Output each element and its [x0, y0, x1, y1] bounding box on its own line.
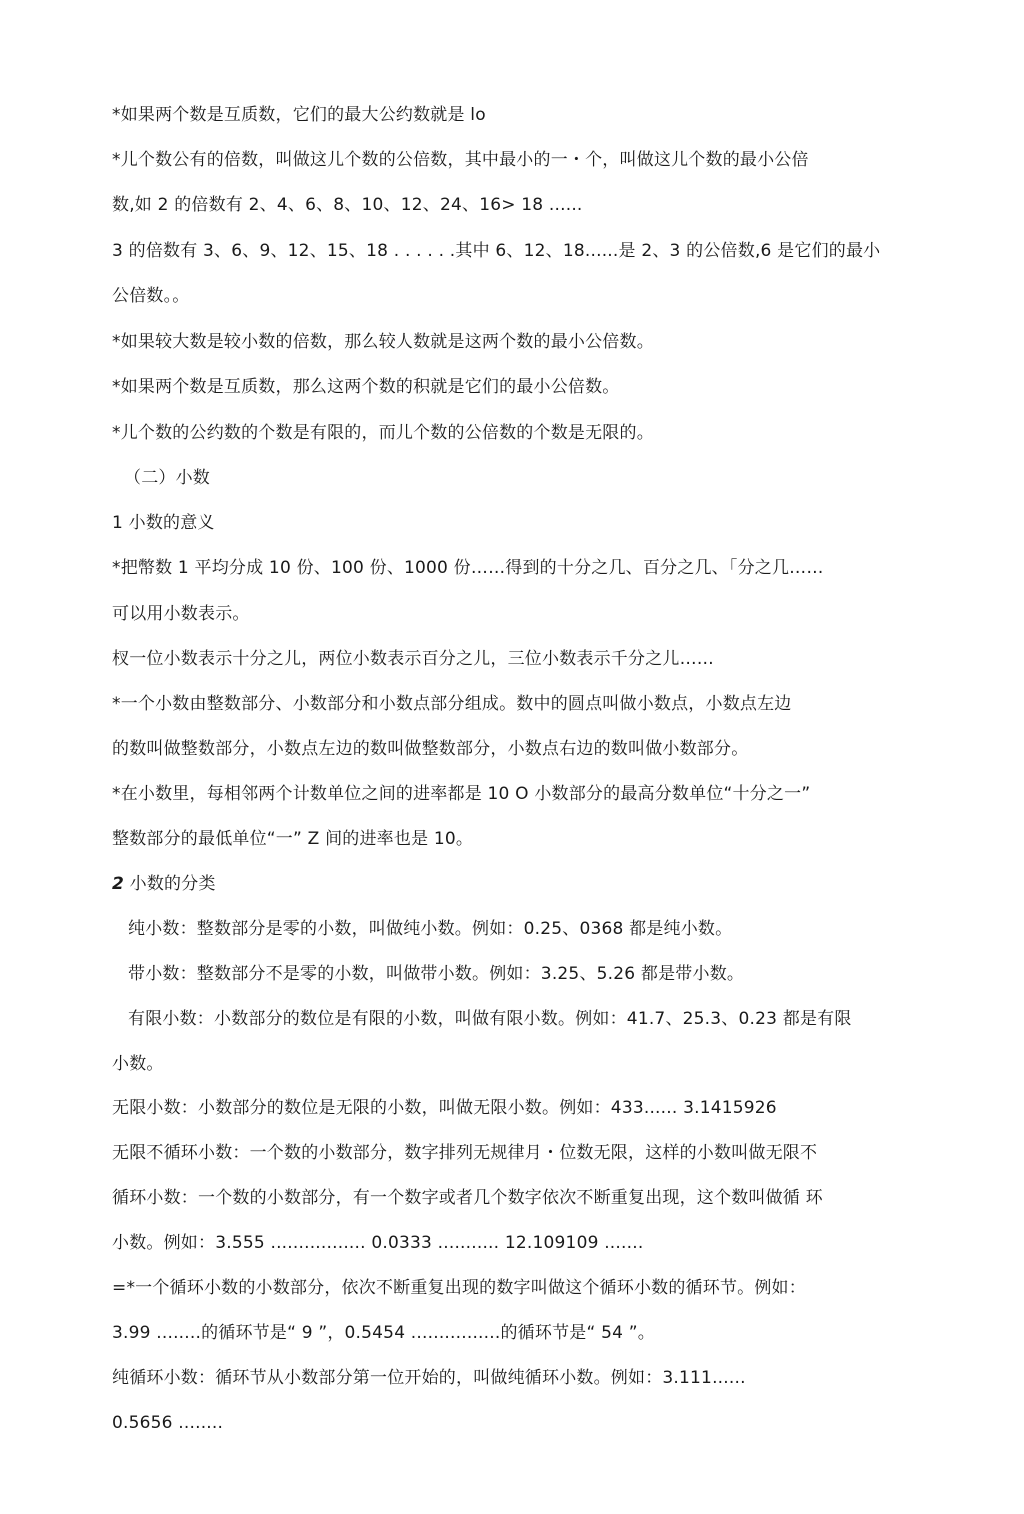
text-line-finite-decimal: 有限小数：小数部分的数位是有限的小数，叫做有限小数。例如：41.7、25.3、0.23 都是有限 [128, 1009, 852, 1029]
section-heading-decimals: （二）小数 [124, 468, 210, 488]
text-line-divide-one: *把幣数 1 平均分成 10 份、100 份、1000 份……得到的十分之几、百分之几、「分之几…… [112, 558, 824, 578]
text-line-finite-decimal-end: 小数。 [112, 1054, 164, 1074]
subheading-decimal-classification [112, 873, 216, 895]
text-line-finite-infinite: *儿个数的公约数的个数是有限的，而儿个数的公倍数的个数是无限的。 [112, 423, 654, 443]
text-line-decimal-places: 杈一位小数表示十分之儿，两位小数表示百分之儿，三位小数表示千分之儿…… [112, 649, 714, 669]
text-line-lcm-end: 公倍数。。 [112, 286, 190, 306]
text-line-pure-decimal: 纯小数：整数部分是零的小数，叫做纯小数。例如：0.25、0368 都是纯小数。 [128, 919, 733, 939]
text-line-decimal-represent: 可以用小数表示。 [112, 604, 250, 624]
text-line-non-repeating: 无限不循环小数：一个数的小数部分，数字排列无规律月・位数无限，这样的小数叫做无限不 [112, 1143, 818, 1163]
text-line-coprime-gcd: *如果两个数是互质数，它们的最大公约数就是 lo [112, 105, 486, 125]
subheading-decimal-meaning: 1 小数的意义 [112, 513, 215, 533]
section-number: 2 [112, 874, 125, 894]
text-line-integer-part: 的数叫做整数部分，小数点左边的数叫做整数部分，小数点右边的数叫做小数部分。 [112, 739, 749, 759]
text-line-multiples-of-3: 3 的倍数有 3、6、9、12、15、18 . . . . . .其中 6、12、18......是 2、3 的公倍数,6 是它们的最小 [112, 241, 881, 261]
text-line-repeating: 循环小数：一个数的小数部分，有一个数字或者几个数字依次不断重复出现，这个数叫做循 环 [112, 1188, 823, 1208]
text-line-repetend-examples: 3.99 ........的循环节是“ 9 ”，0.5454 ................的循环节是“ 54 ”。 [112, 1323, 655, 1343]
text-line-infinite-decimal: 无限小数：小数部分的数位是无限的小数，叫做无限小数。例如：433...... 3.1415926 [112, 1098, 777, 1118]
text-line-repetend-def: =*一个循环小数的小数部分，依次不断重复出现的数字叫做这个循环小数的循环节。例如： [112, 1278, 806, 1298]
text-line-mixed-decimal: 带小数：整数部分不是零的小数，叫做带小数。例如：3.25、5.26 都是带小数。 [128, 964, 745, 984]
text-line-rate-cont: 整数部分的最低单位“一” Z 间的进率也是 10。 [112, 829, 474, 849]
text-line-larger-multiple-lcm: *如果较大数是较小数的倍数，那么较人数就是这两个数的最小公倍数。 [112, 332, 654, 352]
text-line-pure-repeating: 纯循环小数：循环节从小数部分第一位开始的，叫做纯循环小数。例如：3.111...... [112, 1368, 746, 1388]
subheading-text: 小数的分类 [129, 874, 216, 894]
text-line-pure-repeating-example: 0.5656 ........ [112, 1413, 224, 1433]
text-line-repeating-examples: 小数。例如：3.555 ................. 0.0333 ........... 12.109109 ....... [112, 1233, 644, 1253]
text-line-common-multiple-def: *儿个数公有的倍数，叫做这儿个数的公倍数，其中最小的一・个，叫做这儿个数的最小公倍 [112, 150, 809, 170]
text-line-multiples-of-2: 数,如 2 的倍数有 2、4、6、8、10、12、24、16> 18 ...... [112, 195, 583, 215]
text-line-rate: *在小数里，每相邻两个计数单位之间的进率都是 10 O 小数部分的最高分数单位“十分之一” [112, 784, 811, 804]
text-line-decimal-parts: *一个小数由整数部分、小数部分和小数点部分组成。数中的圆点叫做小数点，小数点左边 [112, 694, 792, 714]
text-line-coprime-lcm: *如果两个数是互质数，那么这两个数的积就是它们的最小公倍数。 [112, 377, 620, 397]
